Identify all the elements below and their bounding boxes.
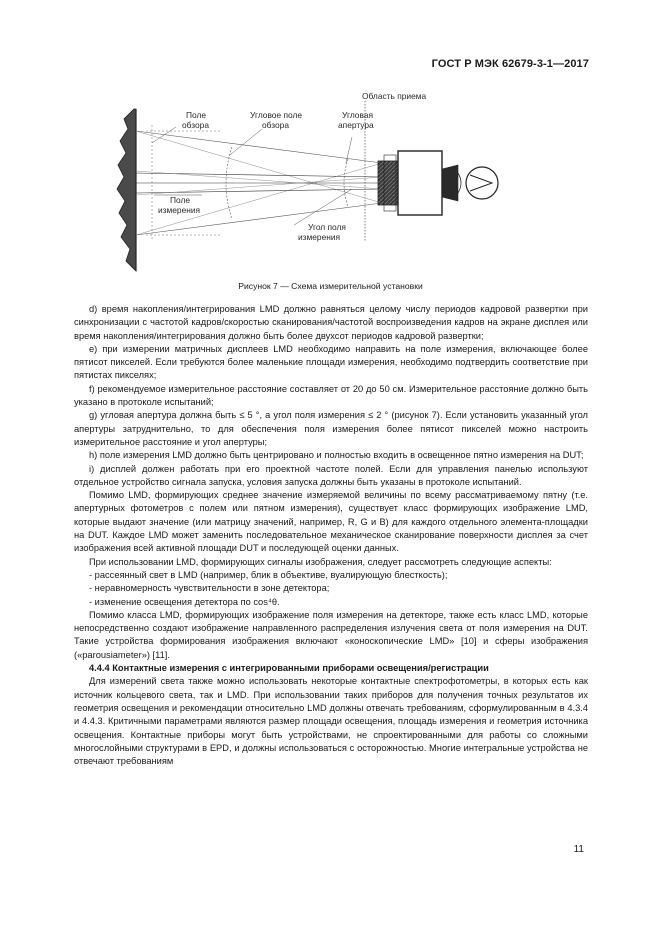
section-heading-4-4-4: 4.4.4 Контактные измерения с интегрированными приборами освещения/регистрации [89, 663, 489, 674]
paragraph-contact-measurements: Для измерений света также можно использовать некоторые контактные спектрофотометры, в которых есть как источник кольцевого света, так и LMD. При использовании таких приборов для получения точных результатов их геометрия освещения и рекомендации относительно LMD должны отвечать требованиям, сформулированным в 4.3.4 и 4.4.3. Критичными параметрами являются размер площади освещения, площадь измерения и геометрия источника освещения. Контактные приборы могут быть устройствами, не спроектированными для работы со сложными многослойными структурами в EPD, и должны использоваться с осторожностью. Многие интегральные устройства не отвечают требованиям [74, 676, 588, 767]
page-number: 11 [573, 844, 584, 855]
label-angular-fov-2: обзора [262, 120, 289, 130]
paragraph-aspects-intro: При использовании LMD, формирующих сигналы изображения, следует рассмотреть следующие аспекты: [89, 556, 552, 567]
label-field-of-view-2: обзора [182, 120, 209, 130]
paragraph-conoscopic: Помимо класса LMD, формирующих изображение поля измерения на детекторе, также есть класс LMD, которые непосредственно создают изображение направленного распределения излучения света от поля измерения на DUT. Такие устройства формирования изображения включают «коноскопические LMD» [10] и сферы изображения («parousiameter») [11]. [74, 609, 588, 660]
label-field-of-view-1: Поле [186, 110, 207, 120]
label-angular-fov-1: Угловое поле [250, 110, 303, 120]
dut-surface [117, 109, 136, 271]
figure-caption: Рисунок 7 — Схема измерительной установки [238, 281, 423, 291]
label-measurement-angle-2: измерения [298, 232, 341, 242]
paragraph-f: f) рекомендуемое измерительное расстояние составляет от 20 до 50 см. Измерительное расстояние должно быть указано в протоколе испытаний; [74, 383, 588, 408]
paragraph-imaging-lmd: Помимо LMD, формирующих среднее значение измеряемой величины по всему рассматриваемому пятну (т.е. апертурных фотометров с полем или пятном измерения), существует класс формирующих изображение LMD, которые выдают значение (или матрицу значений, например, R, G и B) для каждого отдельного элемента-площадки на DUT. Каждое LMD может заменить последовательное механическое сканирование поверхности дисплея за счет изображения всей активной площади DUT и последующей оценки данных. [74, 490, 588, 554]
list-item-nonuniformity: - неравномерность чувствительности в зоне детектора; [89, 583, 330, 594]
label-reception-area: Область приема [362, 91, 427, 101]
lmd-body [398, 151, 442, 215]
page-header: ГОСТ Р МЭК 62679-3-1—2017 [431, 58, 589, 70]
measurement-setup-diagram [112, 85, 542, 280]
label-angular-aperture-1: Угловая [342, 110, 374, 120]
list-item-cos4: - изменение освещения детектора по cos⁴θ. [89, 596, 280, 607]
lmd-lens [378, 161, 398, 205]
paragraph-h: h) поле измерения LMD должно быть центрировано и полностью входить в освещенное пятно измерения на DUT; [89, 450, 584, 461]
label-measurement-field-1: Поле [170, 195, 191, 205]
paragraph-g: g) угловая апертура должна быть ≤ 5 °, а угол поля измерения ≤ 2 ° (рисунок 7). Если установить указанный угол апертуры затруднительно, то для обеспечения поля измерения более пятисот пикселей можно настроить измерительное расстояние и угол апертуры; [74, 410, 588, 447]
label-angular-aperture-2: апертура [338, 120, 374, 130]
measurement-setup-figure [112, 85, 542, 280]
body-text [74, 303, 588, 768]
paragraph-e: е) при измерении матричных дисплеев LMD необходимо направить на поле измерения, включающее более пятисот пикселей. Если требуются более маленькие площади измерения, необходимо подтвердить соответствие при пятистах пикселях; [74, 343, 588, 381]
paragraph-d: d) время накопления/интегрирования LMD должно равняться целому числу периодов кадровой развертки при синхронизации с частотой кадров/скоростью сканирования/частотой воспроизведения кадров на экране дисплея или время накопления/интегрирования должно быть более двухсот периодов кадровой развертки; [74, 304, 588, 341]
paragraph-i: i) дисплей должен работать при его проектной частоте полей. Если для управления панелью используют отдельное устройство сигнала запуска, условия запуска должны быть указаны в протоколе испытаний. [74, 463, 588, 487]
list-item-stray-light: - рассеянный свет в LMD (например, блик в объективе, вуалирующую блесткость); [89, 569, 448, 580]
lmd-eyepiece [442, 165, 458, 201]
label-measurement-angle-1: Угол поля [308, 222, 346, 232]
label-measurement-field-2: измерения [158, 205, 201, 215]
